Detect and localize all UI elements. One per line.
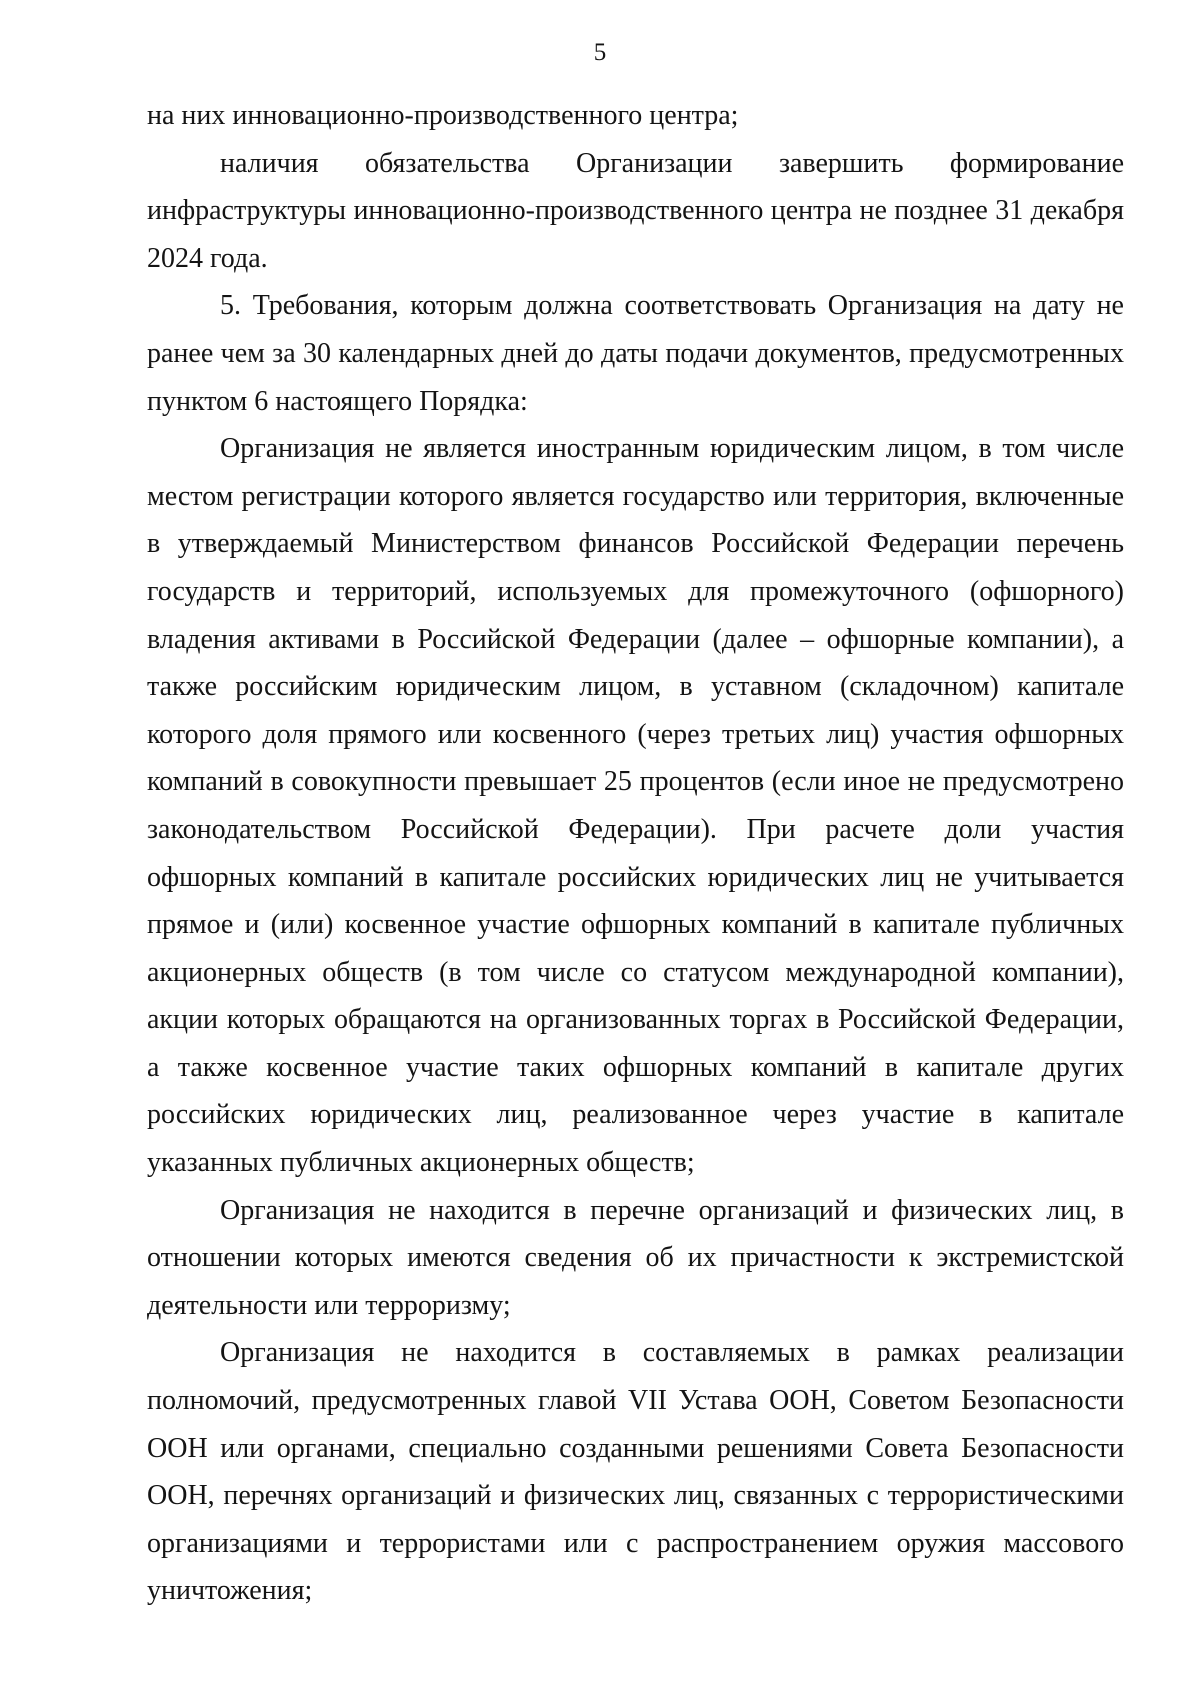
paragraph-requirements: 5. Требования, которым должна соответствовать Организация на дату не ранее чем за 30 календарных дней до даты подачи документов, предусмотренных пунктом 6 настоящего Порядка: — [147, 290, 1124, 417]
paragraph-continuation: на них инновационно-производственного центра; — [147, 100, 739, 131]
document-body — [147, 92, 1124, 1615]
paragraph-un-lists: Организация не находится в составляемых в рамках реализации полномочий, предусмотренных главой VII Устава ООН, Советом Безопасности ООН или органами, специально созданными решениями Совета Безопасности ООН, перечнях организаций и физических лиц, связанных с террористическими организациями и террористами или с распространением оружия массового уничтожения; — [147, 1337, 1124, 1607]
paragraph-obligation: наличия обязательства Организации завершить формирование инфраструктуры инновационно-производственного центра не позднее 31 декабря 2024 года. — [147, 147, 1124, 274]
paragraph-extremism: Организация не находится в перечне организаций и физических лиц, в отношении которых имеются сведения об их причастности к экстремистской деятельности или терроризму; — [147, 1194, 1124, 1321]
paragraph-offshore: Организация не является иностранным юридическим лицом, в том числе местом регистрации которого является государство или территория, включенные в утверждаемый Министерством финансов Российской Федерации перечень государств и территорий, используемых для промежуточного (офшорного) владения активами в Российской Федерации (далее – офшорные компании), а также российским юридическим лицом, в уставном (складочном) капитале которого доля прямого или косвенного (через третьих лиц) участия офшорных компаний в совокупности превышает 25 процентов (если иное не предусмотрено законодательством Российской Федерации). При расчете доли участия офшорных компаний в капитале российских юридических лиц не учитывается прямое и (или) косвенное участие офшорных компаний в капитале публичных акционерных обществ (в том числе со статусом международной компании), акции которых обращаются на организованных торгах в Российской Федерации, а также косвенное участие таких офшорных компаний в капитале других российских юридических лиц, реализованное через участие в капитале указанных публичных акционерных обществ; — [147, 433, 1124, 1179]
page-number: 5 — [593, 39, 607, 66]
